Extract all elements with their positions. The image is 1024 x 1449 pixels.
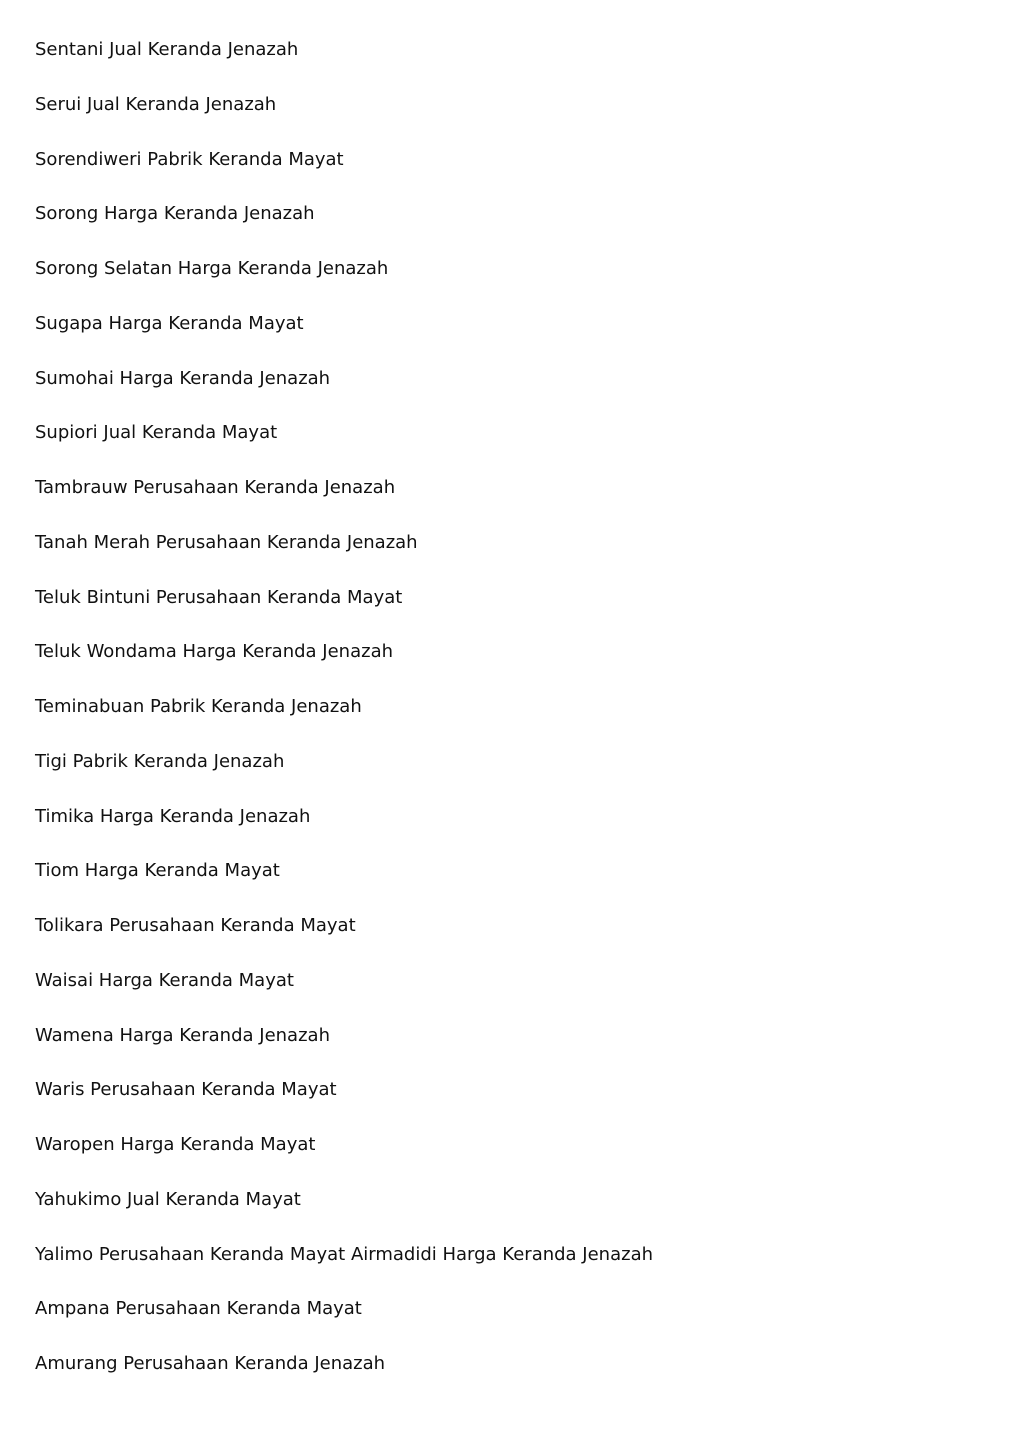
list-item: Tanah Merah Perusahaan Keranda Jenazah: [35, 531, 418, 553]
list-item: Sorong Harga Keranda Jenazah: [35, 203, 315, 225]
list-item: Tigi Pabrik Keranda Jenazah: [35, 750, 285, 772]
list-item: Waropen Harga Keranda Mayat: [35, 1134, 316, 1155]
list-item: Yahukimo Jual Keranda Mayat: [35, 1188, 301, 1210]
list-item: Teluk Wondama Harga Keranda Jenazah: [35, 641, 394, 663]
list-item: Yalimo Perusahaan Keranda Mayat Airmadidi Harga Keranda Jenazah: [35, 1243, 654, 1265]
list-item: Sorendiweri Pabrik Keranda Mayat: [35, 148, 344, 170]
list-item: Sorong Selatan Harga Keranda Jenazah: [35, 258, 389, 279]
list-item: Serui Jual Keranda Jenazah: [35, 93, 277, 115]
list-item: Sugapa Harga Keranda Mayat: [35, 312, 304, 334]
list-item: Sumohai Harga Keranda Jenazah: [35, 367, 331, 389]
list-item: Tolikara Perusahaan Keranda Mayat: [35, 915, 356, 936]
list-item: Teluk Bintuni Perusahaan Keranda Mayat: [35, 586, 403, 608]
list-item: Waisai Harga Keranda Mayat: [35, 969, 294, 991]
list-item: Sentani Jual Keranda Jenazah: [35, 39, 299, 60]
list-item: Tambrauw Perusahaan Keranda Jenazah: [35, 477, 396, 498]
list-item: Wamena Harga Keranda Jenazah: [35, 1024, 330, 1046]
list-item: Timika Harga Keranda Jenazah: [35, 805, 311, 827]
list-item: Tiom Harga Keranda Mayat: [35, 860, 280, 882]
list-item: Teminabuan Pabrik Keranda Jenazah: [35, 696, 362, 717]
keyword-list: [35, 36, 653, 1405]
list-item: Waris Perusahaan Keranda Mayat: [35, 1079, 337, 1101]
list-item: Amurang Perusahaan Keranda Jenazah: [35, 1353, 386, 1374]
list-item: Supiori Jual Keranda Mayat: [35, 422, 278, 444]
list-item: Ampana Perusahaan Keranda Mayat: [35, 1298, 362, 1320]
